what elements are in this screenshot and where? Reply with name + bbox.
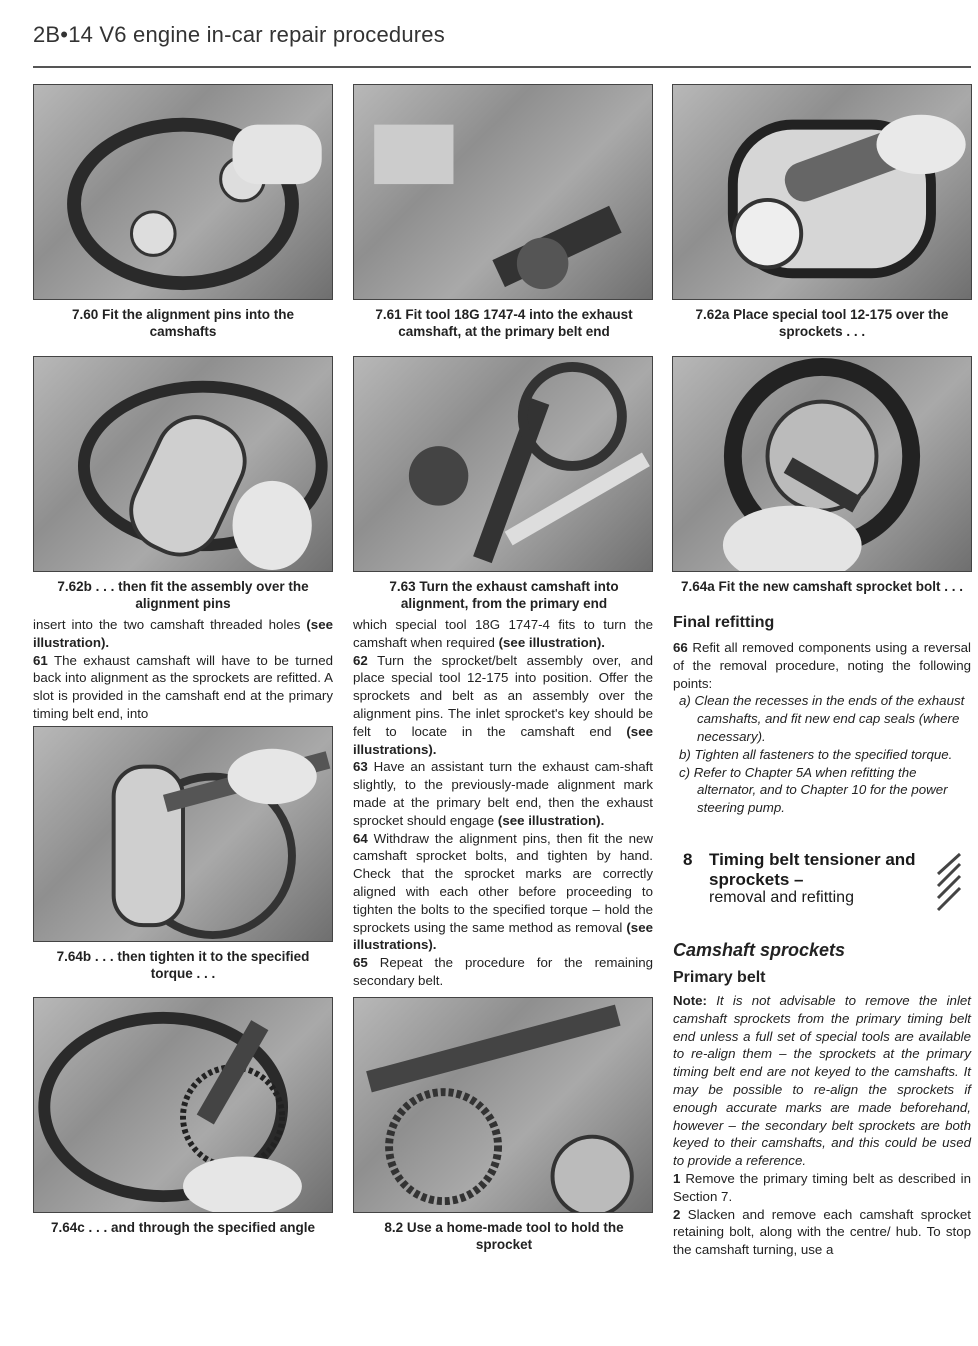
col3-p2: Slacken and remove each camshaft sprocket retaining bolt, along with the centre/ hub. To stop the camshaft turning, use a [673,1206,971,1258]
photo-7-64b [33,726,333,942]
col2-p1b: (see illustration). [498,634,606,650]
col3-p1num: 1 [673,1170,681,1186]
page-header: 2B•14 V6 engine in-car repair procedures [33,22,445,47]
heading-final-refitting: Final refitting [673,614,775,631]
col2-p2b: (see illustrations). [353,723,653,757]
col2-p3b: (see illustration). [497,812,605,828]
caption-7-64b: 7.64b . . . then tighten it to the specified torque . . . [56,949,310,981]
col2-p5num: 65 [353,955,368,971]
header-rule [33,66,971,68]
photo-7-60 [33,84,333,300]
caption-7-61: 7.61 Fit tool 18G 1747-4 into the exhaust camshaft, at the primary belt end [375,307,633,339]
col2-p1a: which special tool 18G 1747-4 fits to turn the camshaft when required [353,617,653,650]
note-text: It is not advisable to remove the inlet camshaft sprockets from the primary timing belt end unless a full set of special tools are available to re-align them – the sprockets at the primary timing belt end are not keyed to the camshafts. It may be possible to re-align the sprockets if enough accurate marks are made beforehand, however – the secondary belt sprockets are both keyed to their camshafts, and this could be used to provide a reference. [673,993,971,1169]
col2-p3a: Have an assistant turn the exhaust cam-shaft slightly, to the previously-made alignment mark made at the primary belt end, then the exhaust sprocket should engage [353,759,653,828]
col3-p2num: 2 [673,1206,681,1222]
col3-p1: Remove the primary timing belt as described in Section 7. [673,1170,971,1204]
caption-7-64a: 7.64a Fit the new camshaft sprocket bolt . . . [680,579,964,594]
list-item: b) Tighten all fasteners to the specified torque. [679,746,953,762]
col2-p2a: Turn the sprocket/belt assembly over, and place special tool 12-175 into position. Offer the sprockets and belt as an assembly over the alignment pins. The inlet sprocket's key should be felt to locate in the camshaft end [353,652,653,739]
photo-7-62b [33,356,333,572]
col2-p4a: Withdraw the alignment pins, then fit the new camshaft sprocket bolts, and tighten by hand. Check that the sprocket marks are correctly aligned with each other before proceeding to tighten the bolts to the specified torque – hold the sprockets using the same method as removal [353,830,653,935]
list-item: c) Refer to Chapter 5A when refitting the alternator, and to Chapter 10 for the power steering pump. [679,764,948,816]
heading-camshaft-sprockets: Camshaft sprockets [673,940,846,960]
col2-p2num: 62 [353,652,368,668]
col1-p2: The exhaust camshaft will have to be turned back into alignment as the sprockets are refitted. A slot is provided in the camshaft end at the primary timing belt end, into [33,652,333,721]
note-label: Note: [673,993,707,1008]
photo-7-63 [353,356,653,572]
caption-7-62b: 7.62b . . . then fit the assembly over the alignment pins [57,579,309,611]
column-3-text-top [673,639,971,817]
column-3-text-bottom [673,992,971,1259]
section-subtitle: removal and refitting [709,889,854,906]
caption-7-64c: 7.64c . . . and through the specified angle [50,1220,316,1235]
col2-p4b: (see illustrations). [353,919,653,953]
col1-p1b: (see illustration). [33,617,333,650]
difficulty-spanners-icon [930,852,970,914]
column-2-text [353,616,653,990]
col1-p1a: insert into the two camshaft threaded holes [33,617,307,632]
caption-7-62a: 7.62a Place special tool 12-175 over the sprockets . . . [695,307,949,339]
photo-7-62a [672,84,972,300]
list-item: a) Clean the recesses in the ends of the exhaust camshafts, and fit new end cap seals (where necessary). [679,693,965,744]
heading-primary-belt: Primary belt [673,969,766,986]
col3-p66num: 66 [673,640,688,655]
caption-7-63: 7.63 Turn the exhaust camshaft into alignment, from the primary end [389,579,619,611]
col2-p3num: 63 [353,759,368,775]
photo-7-61 [353,84,653,300]
refitting-points-list [673,692,971,817]
caption-7-60: 7.60 Fit the alignment pins into the camshafts [71,307,295,339]
photo-7-64a [672,356,972,572]
column-1-text-top [33,616,333,723]
caption-8-2: 8.2 Use a home-made tool to hold the sprocket [384,1220,624,1252]
section-number: 8 [683,850,693,869]
col3-p66: Refit all removed components using a reversal of the removal procedure, noting the following points: [673,640,971,691]
col1-p2num: 61 [33,652,48,668]
photo-7-64c [33,997,333,1213]
photo-8-2 [353,997,653,1213]
section-title: Timing belt tensioner and sprockets – [709,850,916,889]
col2-p4num: 64 [353,830,368,846]
col2-p5: Repeat the procedure for the remaining secondary belt. [353,955,653,988]
